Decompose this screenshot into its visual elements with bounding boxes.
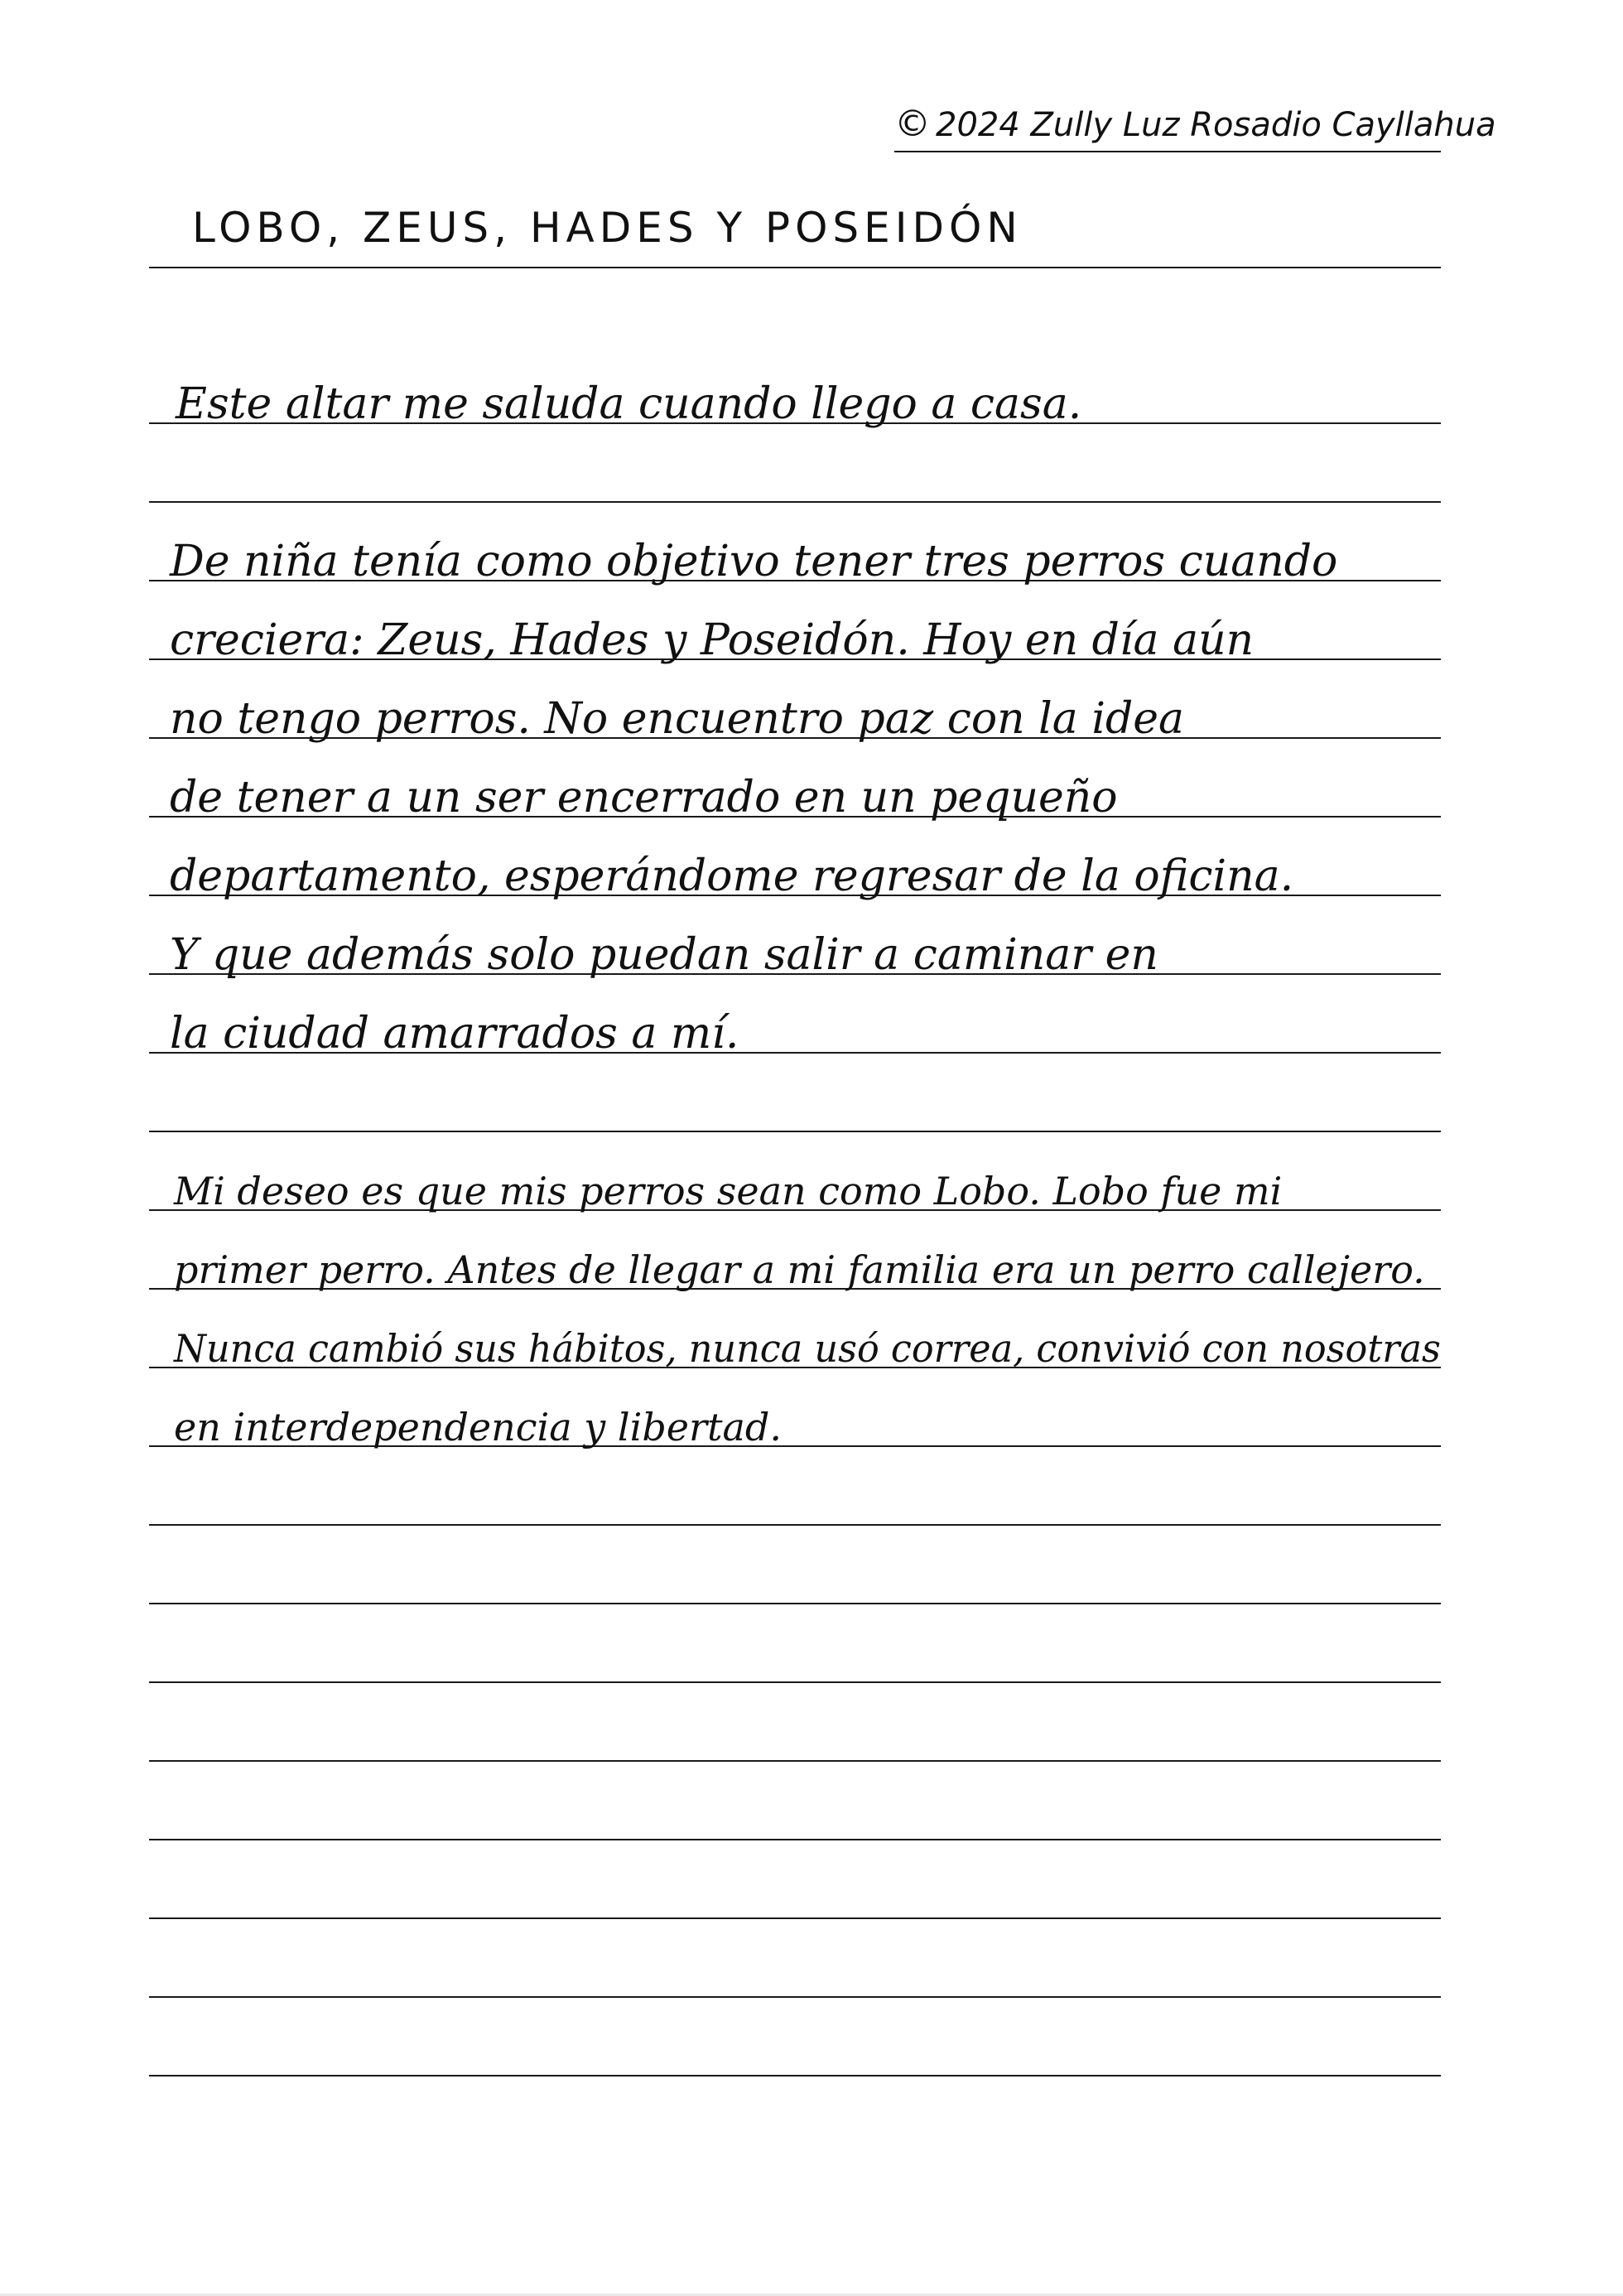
paragraph-2-line: departamento, esperándome regresar de la oficina. (170, 851, 1294, 901)
ruled-line (149, 1681, 1441, 1683)
ruled-line (149, 1131, 1441, 1132)
paragraph-3-line: en interdependencia y libertad. (174, 1405, 782, 1449)
ruled-line (149, 1839, 1441, 1840)
paragraph-2-line: De niña tenía como objetivo tener tres perros cuando (170, 537, 1338, 586)
ruled-line (149, 1996, 1441, 1998)
copyright-signature (894, 103, 1496, 145)
ruled-line (149, 267, 1441, 268)
paragraph-2-line: la ciudad amarrados a mí. (170, 1009, 739, 1059)
page-title: LOBO, ZEUS, HADES Y POSEIDÓN (192, 204, 1023, 252)
paragraph-2-line: no tengo perros. No encuentro paz con la idea (170, 694, 1185, 744)
paragraph-3-line: primer perro. Antes de llegar a mi familia era un perro callejero. (174, 1247, 1425, 1292)
paragraph-2-line: de tener a un ser encerrado en un pequeño (170, 773, 1118, 822)
signature-underline (894, 151, 1441, 152)
ruled-line (149, 1603, 1441, 1604)
paragraph-3-line: Nunca cambió sus hábitos, nunca usó correa, convivió con nosotras (174, 1326, 1441, 1371)
copyright-symbol: © (894, 103, 931, 145)
ruled-line (149, 1760, 1441, 1762)
paragraph-2-line: creciera: Zeus, Hades y Poseidón. Hoy en día aún (170, 615, 1255, 665)
copyright-text: 2024 Zully Luz Rosadio Cayllahua (936, 106, 1496, 144)
paragraph-2-line: Y que además solo puedan salir a caminar en (170, 930, 1158, 980)
ruled-line (149, 1524, 1441, 1526)
ruled-line (149, 1917, 1441, 1919)
ruled-line (149, 2075, 1441, 2077)
paragraph-3-line: Mi deseo es que mis perros sean como Lobo. Lobo fue mi (174, 1169, 1283, 1213)
ruled-line (149, 501, 1441, 503)
paragraph-1-line: Este altar me saluda cuando llego a casa. (176, 379, 1082, 429)
